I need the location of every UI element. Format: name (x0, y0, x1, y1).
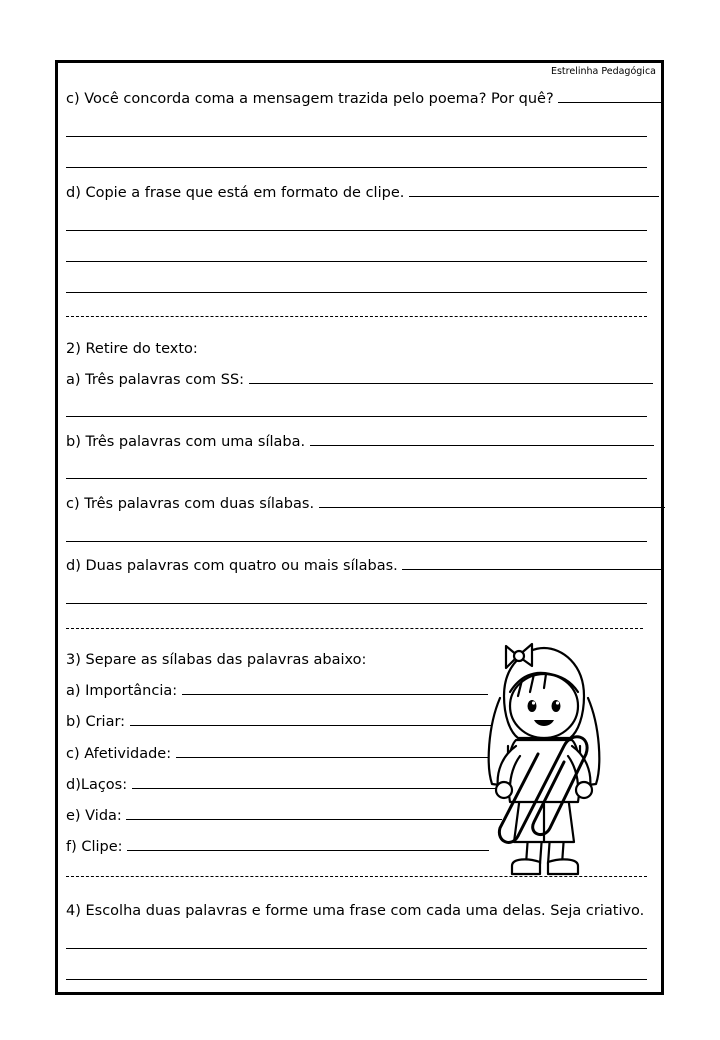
girl-holding-paperclip-icon (478, 636, 610, 882)
answer-blank[interactable] (182, 682, 488, 695)
answer-line[interactable] (66, 948, 647, 949)
question-2c-text: c) Três palavras com duas sílabas. (66, 496, 315, 512)
answer-blank[interactable] (130, 713, 492, 726)
answer-blank[interactable] (127, 838, 489, 851)
answer-blank[interactable] (319, 495, 665, 508)
section-3-title: 3) Separe as sílabas das palavras abaixo: (66, 652, 367, 668)
brand-label: Estrelinha Pedagógica (550, 66, 656, 77)
syllable-item-label: f) Clipe: (66, 839, 123, 855)
question-2d-text: d) Duas palavras com quatro ou mais sílabas. (66, 558, 398, 574)
syllable-item-label: a) Importância: (66, 683, 178, 699)
answer-line[interactable] (66, 979, 647, 980)
answer-line[interactable] (66, 541, 647, 542)
question-1d (66, 184, 659, 202)
question-2c (66, 495, 665, 513)
syllable-item (66, 713, 492, 731)
question-2a (66, 371, 653, 389)
section-2-title: 2) Retire do texto: (66, 341, 198, 357)
answer-blank[interactable] (176, 745, 494, 758)
answer-blank[interactable] (132, 776, 508, 789)
question-1d-text: d) Copie a frase que está em formato de clipe. (66, 185, 405, 201)
answer-line[interactable] (66, 261, 647, 262)
answer-line[interactable] (66, 292, 647, 293)
question-2b (66, 433, 654, 451)
syllable-item-label: e) Vida: (66, 808, 122, 824)
syllable-item-label: d)Laços: (66, 777, 128, 793)
syllable-item-label: c) Afetividade: (66, 746, 172, 762)
section-4-title: 4) Escolha duas palavras e forme uma frase com cada uma delas. Seja criativo. (66, 903, 645, 919)
question-1c (66, 90, 662, 108)
syllable-item (66, 682, 488, 700)
syllable-item (66, 776, 508, 794)
answer-blank[interactable] (409, 184, 659, 197)
syllable-item-label: b) Criar: (66, 714, 126, 730)
answer-line[interactable] (66, 478, 647, 479)
answer-line[interactable] (66, 416, 647, 417)
syllable-item (66, 807, 502, 825)
question-2a-text: a) Três palavras com SS: (66, 372, 245, 388)
answer-line[interactable] (66, 167, 647, 168)
answer-blank[interactable] (249, 371, 653, 384)
section-divider (66, 316, 647, 317)
answer-blank[interactable] (310, 433, 654, 446)
syllable-item (66, 745, 494, 763)
syllable-item (66, 838, 489, 856)
answer-blank[interactable] (402, 557, 664, 570)
answer-line[interactable] (66, 603, 647, 604)
answer-blank[interactable] (558, 90, 662, 103)
answer-line[interactable] (66, 230, 647, 231)
answer-blank[interactable] (126, 807, 502, 820)
answer-line[interactable] (66, 136, 647, 137)
question-1c-text: c) Você concorda coma a mensagem trazida pelo poema? Por quê? (66, 91, 554, 107)
question-2d (66, 557, 664, 575)
section-divider (66, 628, 643, 629)
question-2b-text: b) Três palavras com uma sílaba. (66, 434, 306, 450)
